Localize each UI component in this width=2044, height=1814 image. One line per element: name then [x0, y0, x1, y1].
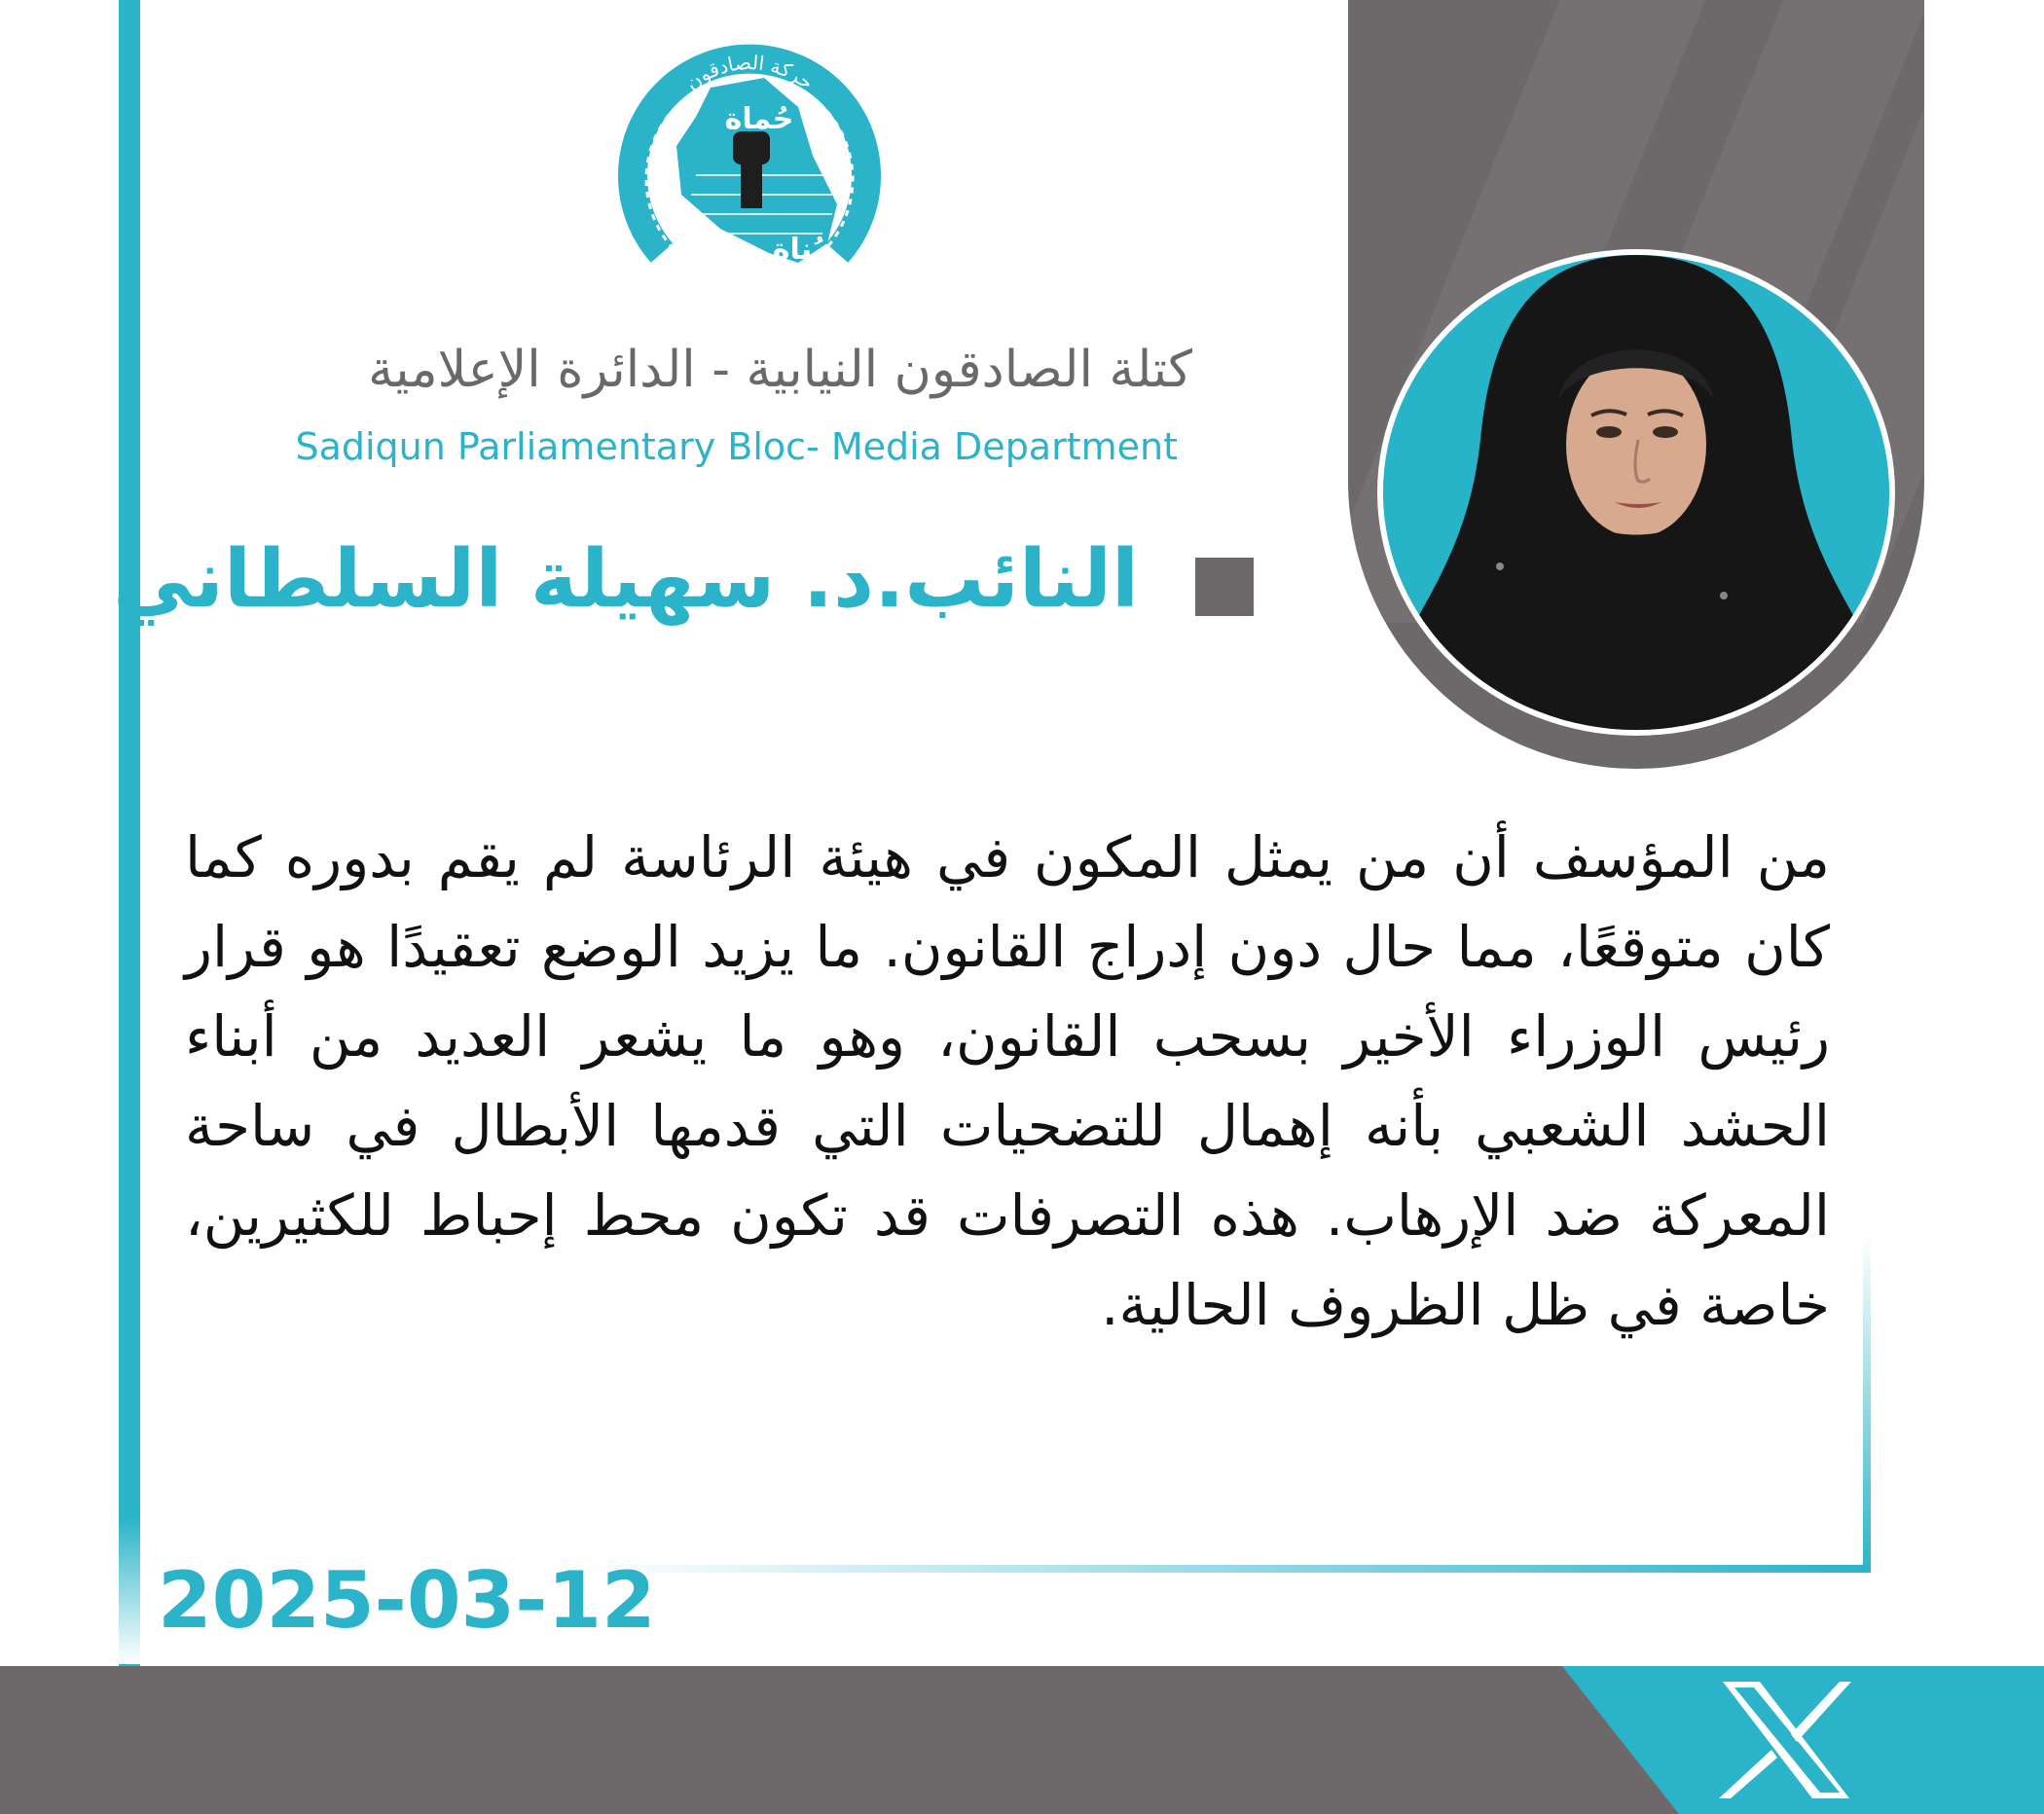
- x-logo-icon: [1713, 1672, 1859, 1808]
- name-bullet-square: [1195, 558, 1254, 616]
- quote-text: من المؤسف أن من يمثل المكون في هيئة الرئاسة لم يقم بدوره كما كان متوقعًا، مما حال دون إدراج القانون. ما يزيد الوضع تعقيدًا هو قرار رئيس الوزراء الأخير بسحب القانون، وهو ما يشعر العديد من أبناء الحشد الشعبي بأنه إهمال للتضحيات التي قدمها الأبطال في ساحة المعركة ضد الإرهاب. هذه التصرفات قد تكون محط إحباط للكثيرين، خاصة في ظل الظروف الحالية.: [185, 824, 1830, 1338]
- org-name-english: Sadiqun Parliamentary Bloc- Media Department: [295, 425, 1178, 468]
- left-accent-strip-fade: [119, 1518, 140, 1664]
- quote-frame-bottom: [584, 1565, 1871, 1573]
- svg-text:حُماة: حُماة: [724, 102, 794, 136]
- svg-text:بُناة: بُناة: [772, 233, 824, 267]
- left-accent-strip: [119, 0, 140, 1666]
- bloc-logo: [603, 19, 895, 311]
- org-name-arabic: كتلة الصادقون النيابية - الدائرة الإعلامية: [368, 341, 1192, 399]
- speaker-name: النائب.د. سهيلة السلطاني: [113, 533, 1139, 626]
- post-date: 2025-03-12: [158, 1555, 656, 1646]
- svg-text:حركة الصادقون: حركة الصادقون: [680, 50, 819, 95]
- quote-frame-right: [1863, 1236, 1871, 1573]
- speaker-photo: [1377, 249, 1895, 736]
